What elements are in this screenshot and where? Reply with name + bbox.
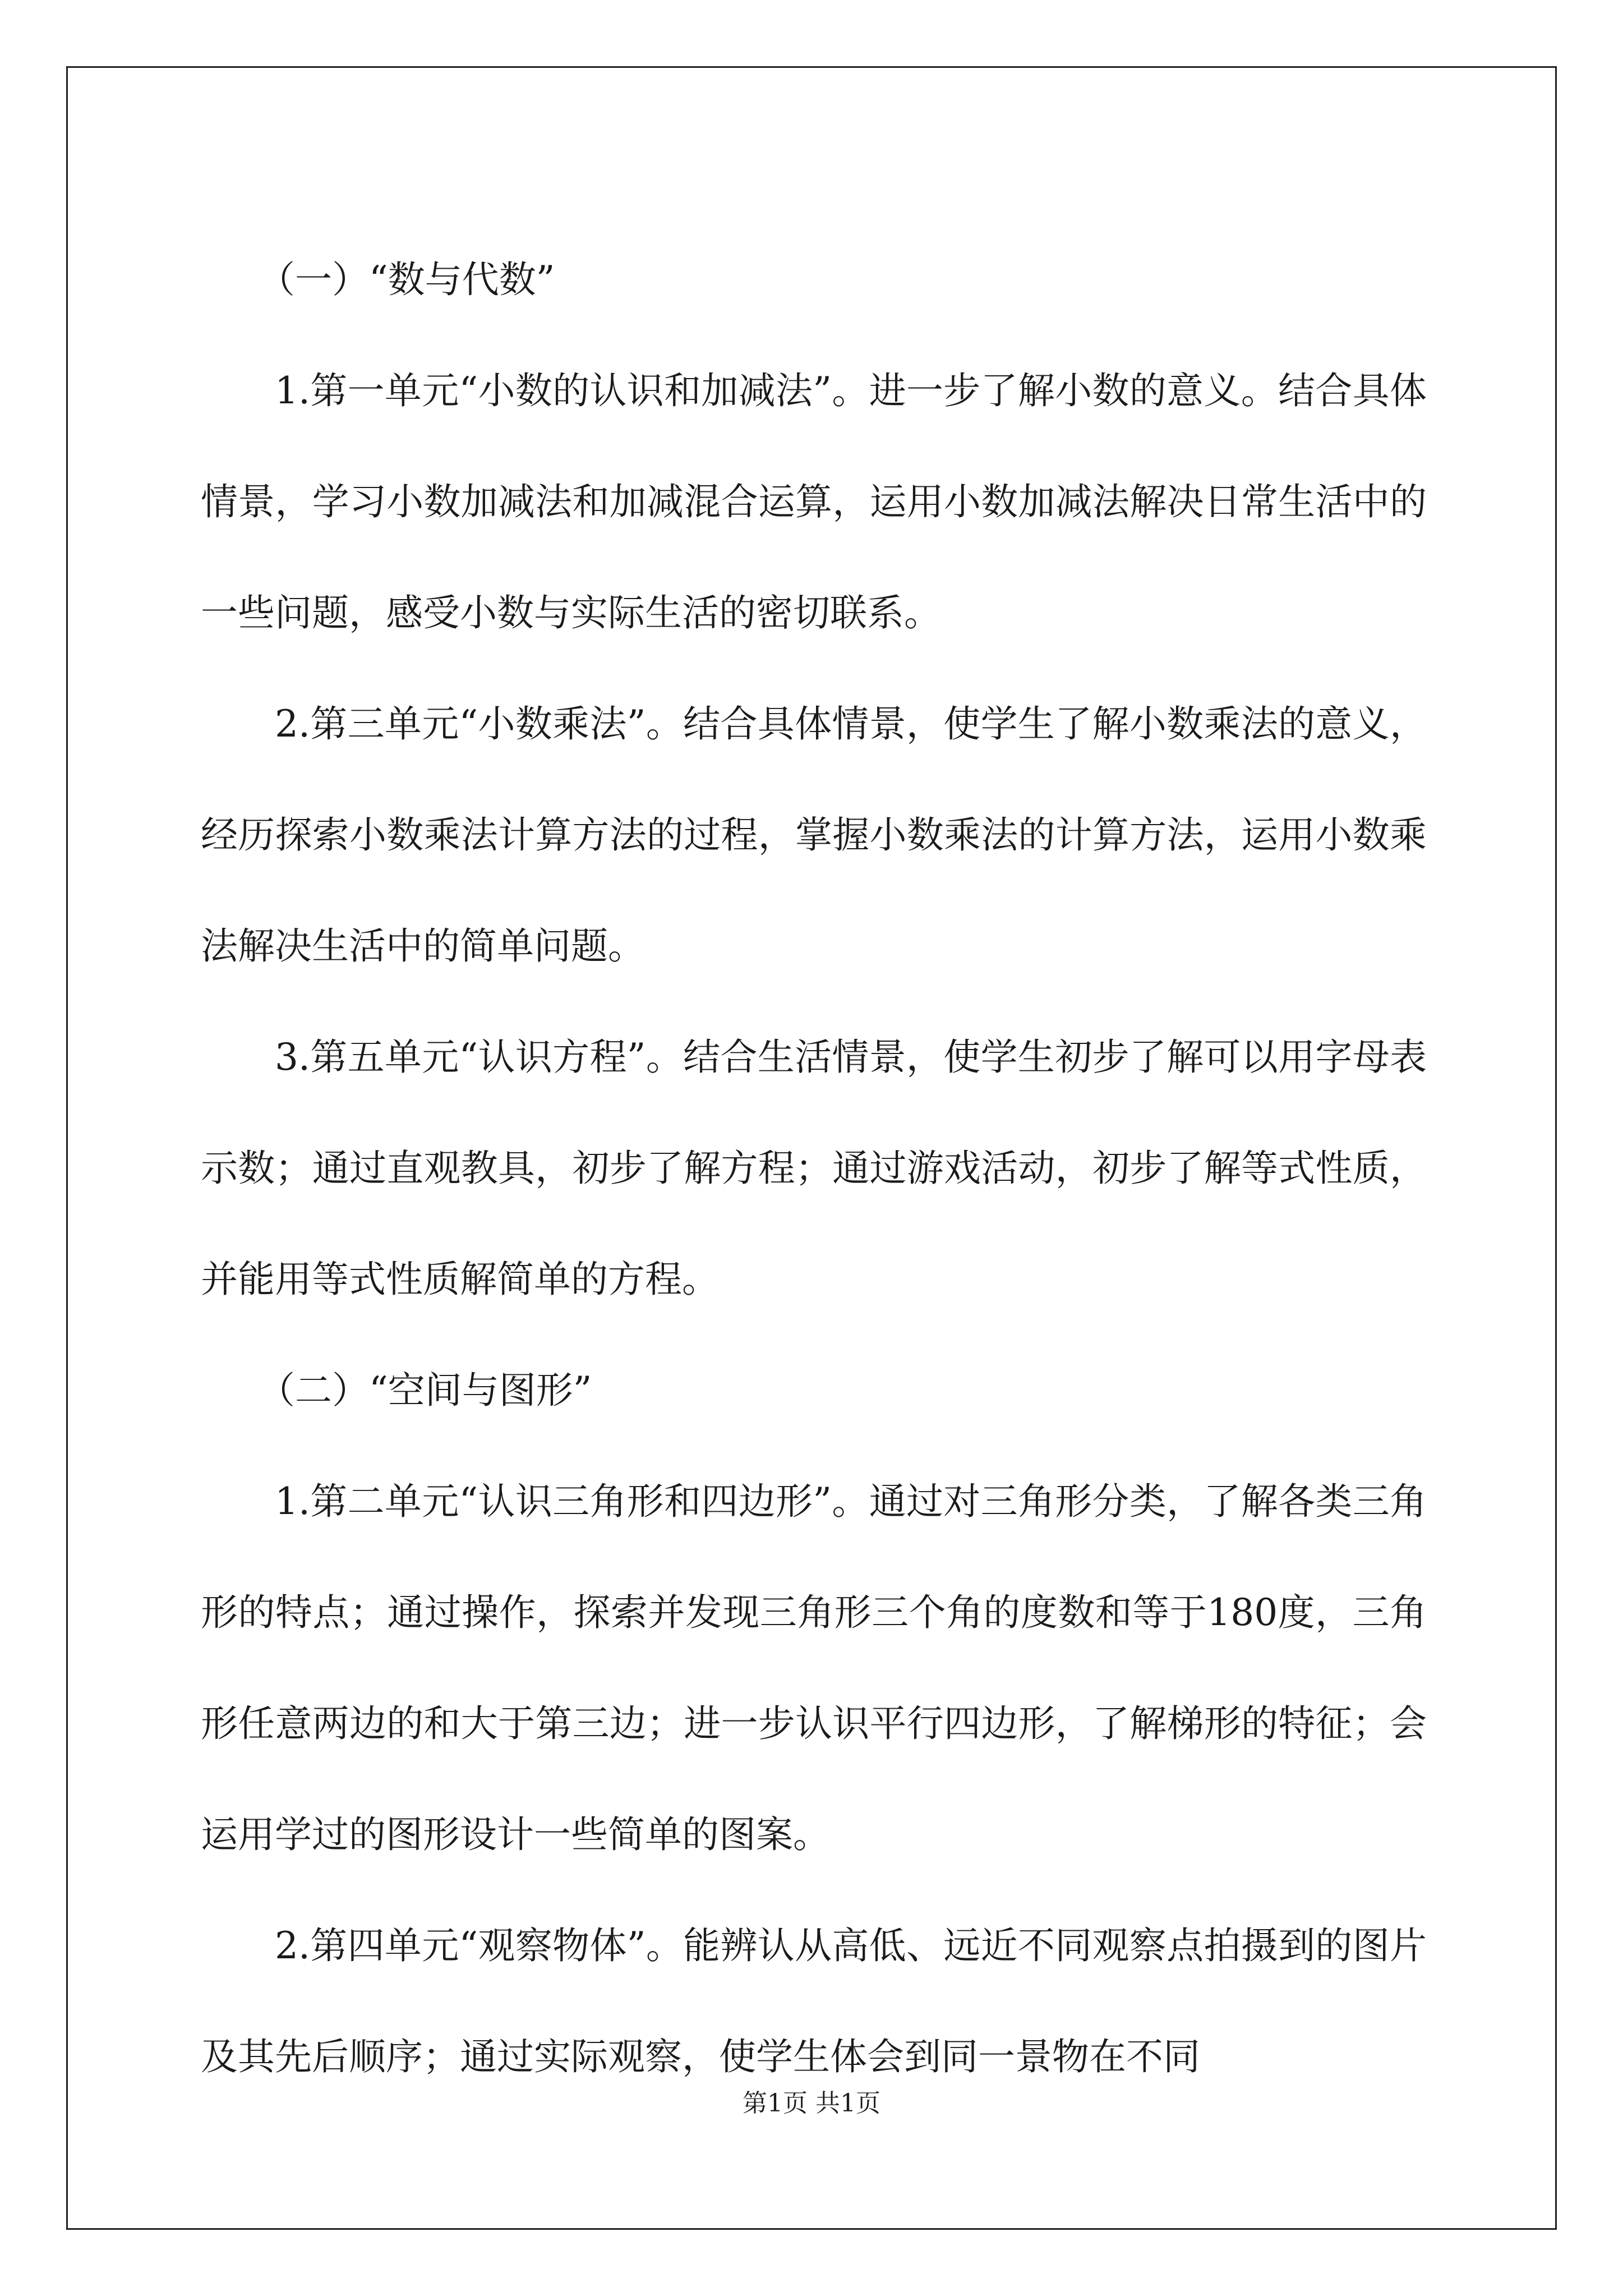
paragraph-unit-5: 3.第五单元“认识方程”。结合生活情景，使学生初步了解可以用字母表示数；通过直观教具，初步了解方程；通过游戏活动，初步了解等式性质，并能用等式性质解简单的方程。 xyxy=(201,1036,1427,1301)
page-number-footer: 第1页 共1页 xyxy=(743,2089,880,2118)
paragraph-unit-4: 2.第四单元“观察物体”。能辨认从高低、远近不同观察点拍摄到的图片及其先后顺序；通过实际观察，使学生体会到同一景物在不同 xyxy=(201,1924,1427,2078)
paragraph-unit-2: 1.第二单元“认识三角形和四边形”。通过对三角形分类，了解各类三角形的特点；通过操作，探索并发现三角形三个角的度数和等于180度，三角形任意两边的和大于第三边；进一步认识平行四边形，了解梯形的特征；会运用学过的图形设计一些简单的图案。 xyxy=(201,1480,1427,1856)
section-heading-space-shape: （二）“空间与图形” xyxy=(258,1369,592,1412)
paragraph-unit-1: 1.第一单元“小数的认识和加减法”。进一步了解小数的意义。结合具体情景，学习小数加减法和加减混合运算，运用小数加减法解决日常生活中的一些问题，感受小数与实际生活的密切联系。 xyxy=(201,369,1427,634)
document-body xyxy=(201,224,1427,2113)
section-heading-number-algebra: （一）“数与代数” xyxy=(258,258,555,301)
paragraph-unit-3: 2.第三单元“小数乘法”。结合具体情景，使学生了解小数乘法的意义，经历探索小数乘法计算方法的过程，掌握小数乘法的计算方法，运用小数乘法解决生活中的简单问题。 xyxy=(201,702,1427,968)
